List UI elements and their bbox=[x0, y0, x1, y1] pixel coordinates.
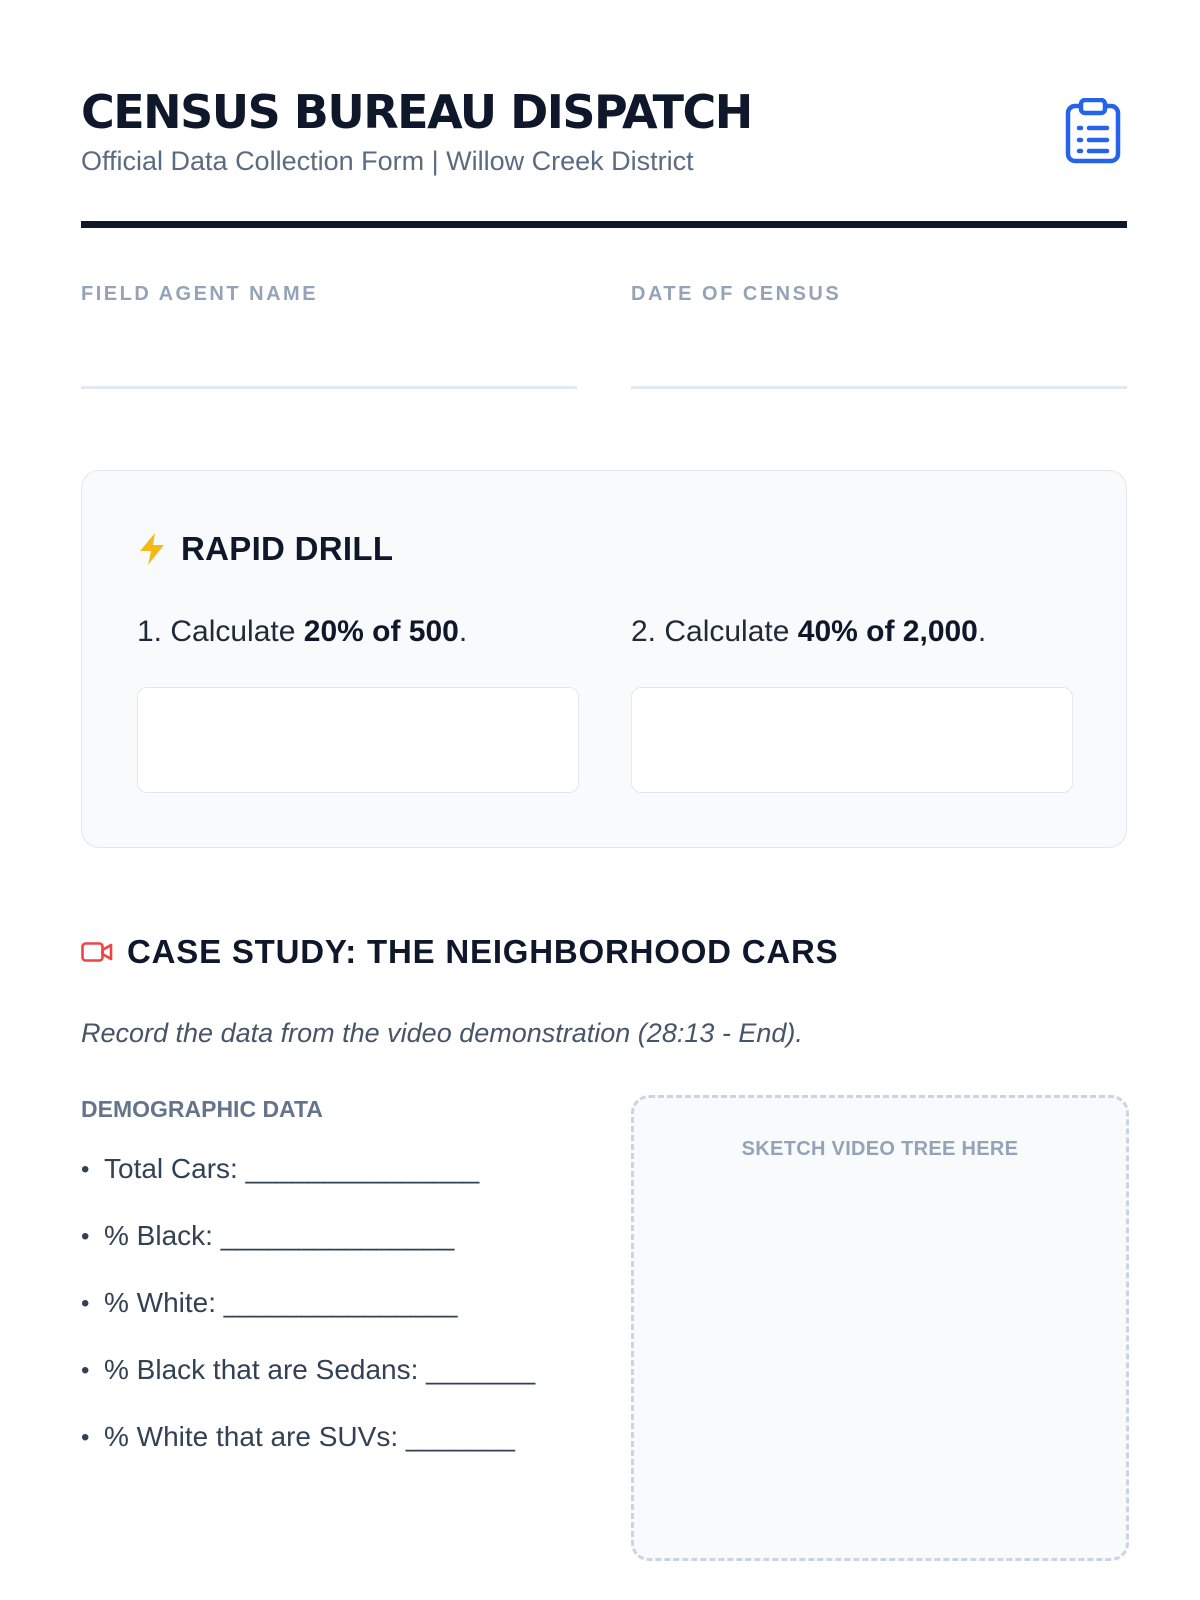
list-item-text: % White that are SUVs: _______ bbox=[104, 1421, 515, 1452]
case-study-instructions: Record the data from the video demonstration (28:13 - End). bbox=[81, 1018, 803, 1048]
header bbox=[81, 84, 1127, 229]
rapid-drill-card bbox=[81, 470, 1127, 848]
list-item[interactable] bbox=[81, 1287, 535, 1354]
question-1 bbox=[137, 615, 467, 649]
rapid-drill-title: RAPID DRILL bbox=[181, 530, 394, 567]
list-item-text: % White: _______________ bbox=[104, 1287, 458, 1318]
list-item-text: Total Cars: _______________ bbox=[104, 1153, 480, 1184]
question-1-suffix: . bbox=[458, 615, 468, 648]
page-title: CENSUS BUREAU DISPATCH bbox=[81, 85, 752, 139]
field-agent-name-label: FIELD AGENT NAME bbox=[81, 283, 319, 305]
field-agent-name[interactable] bbox=[81, 283, 577, 306]
video-camera-icon bbox=[81, 941, 113, 963]
list-item-text: % Black: _______________ bbox=[104, 1220, 455, 1251]
bullet: • bbox=[81, 1290, 90, 1317]
page-subtitle: Official Data Collection Form | Willow Creek District bbox=[81, 146, 694, 176]
bullet: • bbox=[81, 1357, 90, 1384]
question-2 bbox=[631, 615, 986, 649]
header-divider bbox=[81, 221, 1127, 228]
bullet: • bbox=[81, 1223, 90, 1250]
case-study-title: CASE STUDY: THE NEIGHBORHOOD CARS bbox=[127, 933, 839, 970]
demographic-data-list bbox=[81, 1153, 535, 1488]
field-date-line bbox=[631, 386, 1127, 389]
bullet: • bbox=[81, 1424, 90, 1451]
question-2-bold: 40% of 2,000 bbox=[797, 615, 978, 648]
question-2-prefix: 2. Calculate bbox=[631, 615, 798, 648]
list-item-text: % Black that are Sedans: _______ bbox=[104, 1354, 536, 1385]
case-study-heading bbox=[81, 930, 839, 974]
list-item[interactable] bbox=[81, 1153, 535, 1220]
question-1-bold: 20% of 500 bbox=[303, 615, 459, 648]
answer-box-2[interactable] bbox=[631, 687, 1073, 793]
question-1-prefix: 1. Calculate bbox=[137, 615, 304, 648]
list-item[interactable] bbox=[81, 1220, 535, 1287]
clipboard-list-icon bbox=[1065, 98, 1121, 164]
list-item[interactable] bbox=[81, 1354, 535, 1421]
question-2-suffix: . bbox=[977, 615, 987, 648]
field-date-of-census[interactable] bbox=[631, 283, 1127, 306]
bullet: • bbox=[81, 1156, 90, 1183]
field-date-label: DATE OF CENSUS bbox=[631, 283, 842, 305]
demographic-data-heading: DEMOGRAPHIC DATA bbox=[81, 1096, 323, 1122]
answer-box-1[interactable] bbox=[137, 687, 579, 793]
list-item[interactable] bbox=[81, 1421, 535, 1488]
sketch-area[interactable] bbox=[631, 1095, 1129, 1561]
rapid-drill-heading bbox=[137, 529, 393, 569]
lightning-bolt-icon bbox=[137, 532, 167, 566]
field-agent-name-line bbox=[81, 386, 577, 389]
sketch-area-label: SKETCH VIDEO TREE HERE bbox=[741, 1138, 1019, 1160]
